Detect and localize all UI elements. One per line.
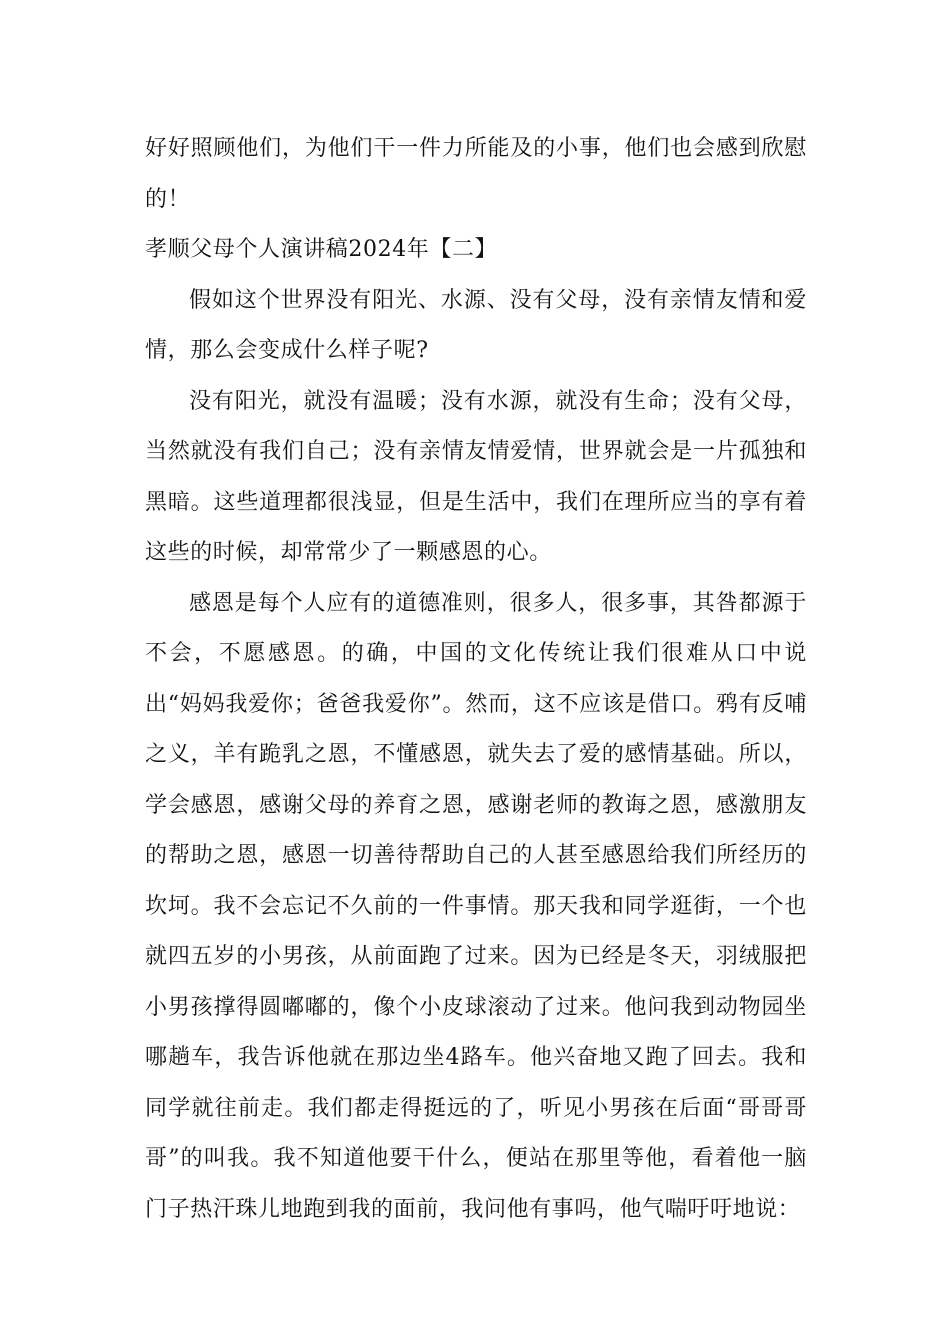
continuation-paragraph: 好好照顾他们，为他们干一件力所能及的小事，他们也会感到欣慰的！: [145, 136, 807, 212]
document-body: [145, 124, 807, 1235]
paragraph-3: 感恩是每个人应有的道德准则，很多人，很多事，其咎都源于不会，不愿感恩。的确，中国的文化传统让我们很难从口中说出“妈妈我爱你；爸爸我爱你”。然而，这不应该是借口。鸦有反哺之义，羊有跪乳之恩，不懂感恩，就失去了爱的感情基础。所以，学会感恩，感谢父母的养育之恩，感谢老师的教诲之恩，感激朋友的帮助之恩，感恩一切善待帮助自己的人甚至感恩给我们所经历的坎坷。我不会忘记不久前的一件事情。那天我和同学逛街，一个也就四五岁的小男孩，从前面跑了过来。因为已经是冬天，羽绒服把小男孩撑得圆嘟嘟的，像个小皮球滚动了过来。他问我到动物园坐哪趟车，我告诉他就在那边坐4路车。他兴奋地又跑了回去。我和同学就往前走。我们都走得挺远的了，听见小男孩在后面“哥哥哥哥”的叫我。我不知道他要干什么，便站在那里等他，看着他一脑门子热汗珠儿地跑到我的面前，我问他有事吗，他气喘吁吁地说：: [145, 590, 807, 1222]
paragraph-2: 没有阳光，就没有温暖；没有水源，就没有生命；没有父母，当然就没有我们自己；没有亲情友情爱情，世界就会是一片孤独和黑暗。这些道理都很浅显，但是生活中，我们在理所应当的享有着这些的时候，却常常少了一颗感恩的心。: [145, 388, 807, 565]
section-title: 孝顺父母个人演讲稿2024年【二】: [145, 237, 498, 262]
paragraph-1: 假如这个世界没有阳光、水源、没有父母，没有亲情友情和爱情，那么会变成什么样子呢?: [145, 287, 807, 363]
